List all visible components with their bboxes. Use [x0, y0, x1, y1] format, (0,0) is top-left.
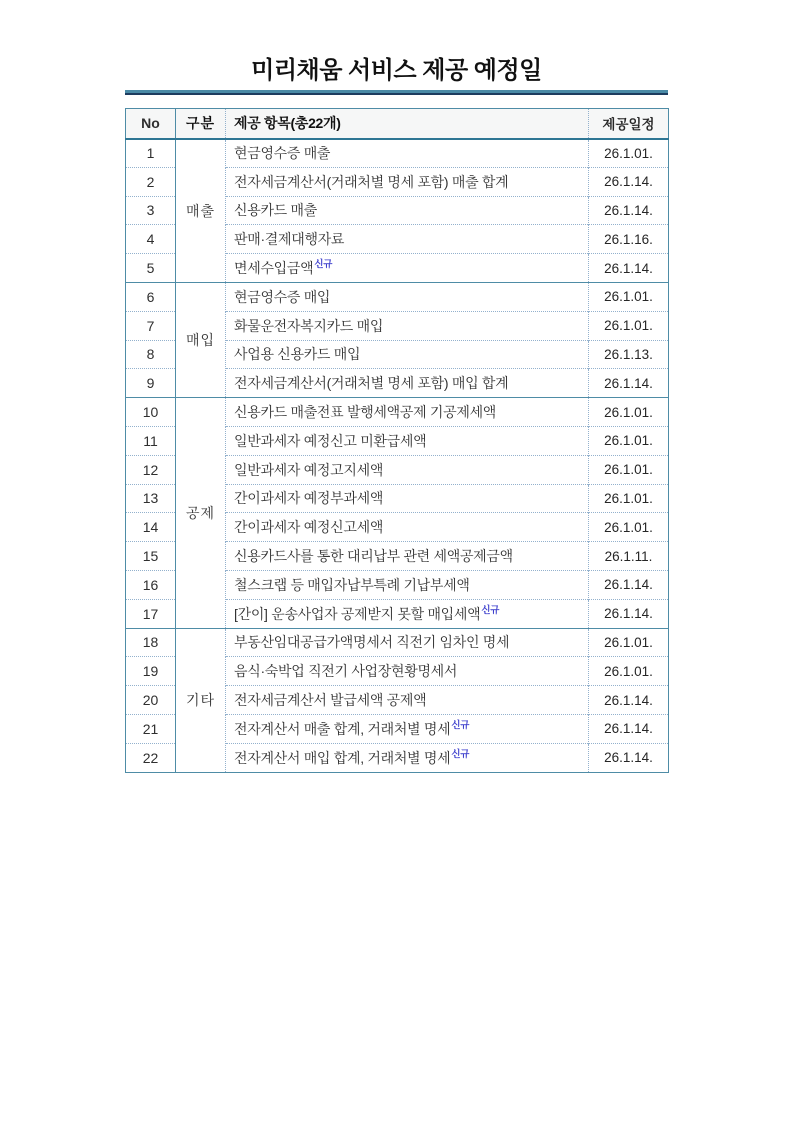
item-cell: [226, 628, 589, 657]
row-number: 8: [126, 340, 176, 369]
row-number: 7: [126, 311, 176, 340]
row-number: 5: [126, 254, 176, 283]
schedule-date: 26.1.11.: [589, 542, 669, 571]
item-cell: [226, 254, 589, 283]
item-label: 현금영수증 매입: [234, 288, 331, 305]
schedule-date: 26.1.14.: [589, 196, 669, 225]
header-no: No: [126, 109, 176, 139]
row-number: 19: [126, 657, 176, 686]
item-cell: [226, 484, 589, 513]
item-cell: [226, 340, 589, 369]
row-number: 4: [126, 225, 176, 254]
title-underline-rule: [125, 90, 668, 95]
row-number: 13: [126, 484, 176, 513]
row-number: 14: [126, 513, 176, 542]
table-row: [126, 628, 669, 657]
item-label: 신용카드 매출전표 발행세액공제 기공제세액: [234, 404, 497, 421]
item-cell: [226, 513, 589, 542]
item-cell: [226, 426, 589, 455]
item-cell: [226, 282, 589, 311]
item-cell: [226, 686, 589, 715]
row-number: 12: [126, 455, 176, 484]
header-row: [126, 109, 669, 139]
schedule-date: 26.1.01.: [589, 282, 669, 311]
item-cell: [226, 570, 589, 599]
row-number: 21: [126, 714, 176, 743]
schedule-date: 26.1.14.: [589, 743, 669, 772]
category-cell: 기타: [176, 628, 226, 772]
document-content: [125, 0, 668, 773]
item-label: 전자세금계산서(거래처별 명세 포함) 매출 합계: [234, 173, 509, 190]
table-row: [126, 139, 669, 168]
item-label: 전자세금계산서 발급세액 공제액: [234, 692, 427, 709]
row-number: 10: [126, 398, 176, 427]
schedule-date: 26.1.01.: [589, 455, 669, 484]
schedule-date: 26.1.14.: [589, 254, 669, 283]
row-number: 16: [126, 570, 176, 599]
schedule-date: 26.1.14.: [589, 686, 669, 715]
category-cell: 공제: [176, 398, 226, 628]
item-label: 화물운전자복지카드 매입: [234, 317, 384, 334]
item-cell: [226, 139, 589, 168]
row-number: 6: [126, 282, 176, 311]
schedule-date: 26.1.01.: [589, 657, 669, 686]
row-number: 1: [126, 139, 176, 168]
item-cell: [226, 196, 589, 225]
table-header: [126, 109, 669, 139]
item-label: 사업용 신용카드 매입: [234, 346, 361, 363]
row-number: 20: [126, 686, 176, 715]
item-label: 일반과세자 예정신고 미환급세액: [234, 432, 427, 449]
schedule-table: [125, 108, 669, 773]
item-cell: [226, 714, 589, 743]
item-cell: [226, 369, 589, 398]
schedule-date: 26.1.01.: [589, 484, 669, 513]
item-cell: [226, 743, 589, 772]
schedule-date: 26.1.01.: [589, 398, 669, 427]
item-label: 간이과세자 예정부과세액: [234, 490, 384, 507]
schedule-date: 26.1.14.: [589, 167, 669, 196]
item-label: 면세수입금액: [234, 260, 314, 277]
category-cell: 매출: [176, 139, 226, 283]
row-number: 9: [126, 369, 176, 398]
item-label: 일반과세자 예정고지세액: [234, 461, 384, 478]
schedule-date: 26.1.01.: [589, 628, 669, 657]
row-number: 11: [126, 426, 176, 455]
item-cell: [226, 167, 589, 196]
item-cell: [226, 225, 589, 254]
header-schedule: 제공일정: [589, 109, 669, 139]
item-cell: [226, 657, 589, 686]
page-title: 미리채움 서비스 제공 예정일: [251, 57, 542, 84]
header-category: 구분: [176, 109, 226, 139]
item-cell: [226, 599, 589, 628]
row-number: 17: [126, 599, 176, 628]
item-label: 음식·숙박업 직전기 사업장현황명세서: [234, 663, 458, 680]
row-number: 15: [126, 542, 176, 571]
row-number: 3: [126, 196, 176, 225]
item-label: 간이과세자 예정신고세액: [234, 519, 384, 536]
row-number: 2: [126, 167, 176, 196]
item-label: 판매·결제대행자료: [234, 231, 345, 248]
table-row: [126, 398, 669, 427]
schedule-date: 26.1.14.: [589, 599, 669, 628]
item-label: 전자계산서 매입 합계, 거래처별 명세: [234, 749, 451, 766]
schedule-date: 26.1.14.: [589, 369, 669, 398]
row-number: 22: [126, 743, 176, 772]
table-row: [126, 282, 669, 311]
row-number: 18: [126, 628, 176, 657]
new-badge: 신규: [451, 748, 470, 760]
schedule-date: 26.1.16.: [589, 225, 669, 254]
item-label: [간이] 운송사업자 공제받지 못할 매입세액: [234, 605, 481, 622]
item-label: 현금영수증 매출: [234, 145, 331, 162]
schedule-date: 26.1.01.: [589, 139, 669, 168]
schedule-date: 26.1.01.: [589, 513, 669, 542]
item-label: 전자세금계산서(거래처별 명세 포함) 매입 합계: [234, 375, 509, 392]
schedule-table-body: [126, 139, 669, 773]
schedule-date: 26.1.14.: [589, 570, 669, 599]
schedule-date: 26.1.01.: [589, 426, 669, 455]
item-label: 신용카드사를 통한 대리납부 관련 세액공제금액: [234, 548, 513, 565]
item-label: 신용카드 매출: [234, 202, 317, 219]
schedule-date: 26.1.01.: [589, 311, 669, 340]
new-badge: 신규: [481, 604, 500, 616]
item-label: 철스크랩 등 매입자납부특례 기납부세액: [234, 576, 470, 593]
item-cell: [226, 542, 589, 571]
item-cell: [226, 455, 589, 484]
new-badge: 신규: [451, 720, 470, 732]
schedule-date: 26.1.13.: [589, 340, 669, 369]
new-badge: 신규: [314, 259, 333, 271]
item-label: 부동산임대공급가액명세서 직전기 임차인 명세: [234, 634, 510, 651]
header-item: 제공 항목(총22개): [226, 109, 589, 139]
item-label: 전자계산서 매출 합계, 거래처별 명세: [234, 720, 451, 737]
item-cell: [226, 398, 589, 427]
item-cell: [226, 311, 589, 340]
schedule-date: 26.1.14.: [589, 714, 669, 743]
category-cell: 매입: [176, 282, 226, 397]
